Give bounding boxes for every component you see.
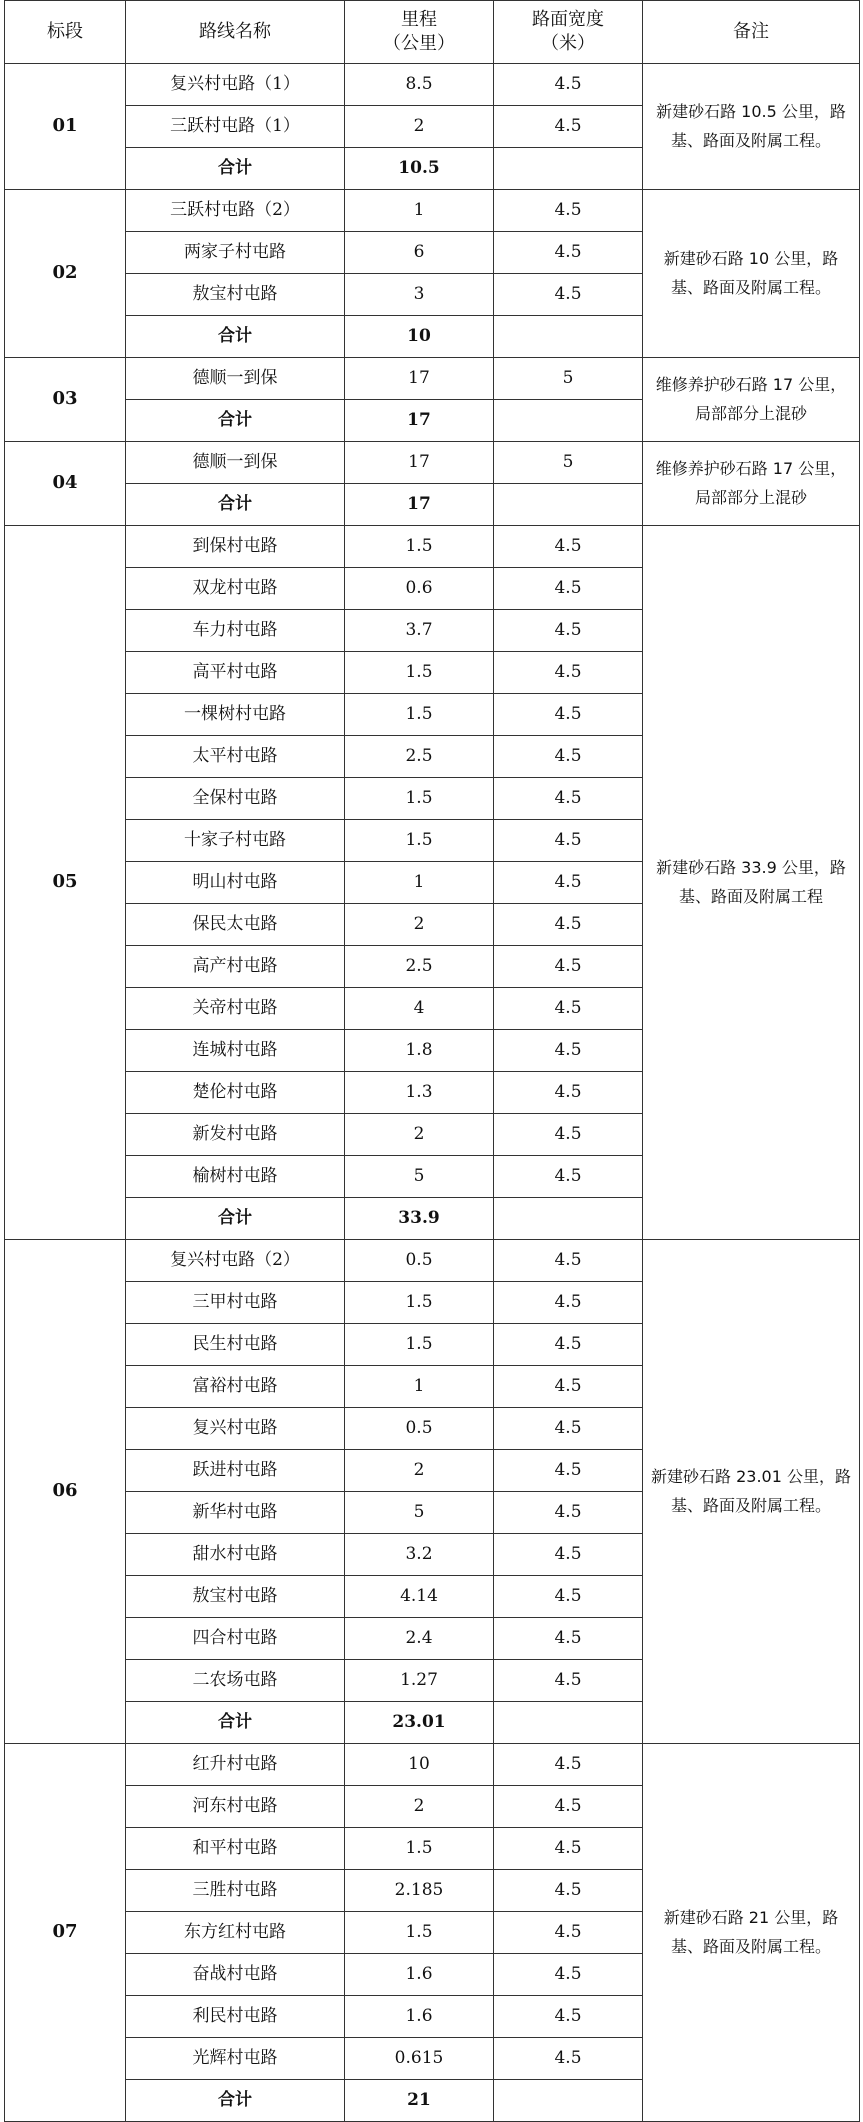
route-length: 2.5 [345, 736, 494, 778]
route-name: 敖宝村屯路 [126, 1576, 345, 1618]
route-name: 三跃村屯路（1） [126, 106, 345, 148]
road-width: 4.5 [494, 1786, 643, 1828]
route-length: 1.6 [345, 1954, 494, 1996]
road-width: 4.5 [494, 736, 643, 778]
route-length: 2.4 [345, 1618, 494, 1660]
road-width: 4.5 [494, 1324, 643, 1366]
total-length: 33.9 [345, 1198, 494, 1240]
road-width: 4.5 [494, 64, 643, 106]
road-width: 5 [494, 442, 643, 484]
route-name: 奋战村屯路 [126, 1954, 345, 1996]
road-width: 4.5 [494, 1156, 643, 1198]
route-name: 一棵树村屯路 [126, 694, 345, 736]
segment-id: 07 [5, 1744, 126, 2122]
segment-note: 新建砂石路 21 公里，路基、路面及附属工程。 [643, 1744, 860, 2122]
route-name: 四合村屯路 [126, 1618, 345, 1660]
route-name: 甜水村屯路 [126, 1534, 345, 1576]
total-label: 合计 [126, 2080, 345, 2122]
route-length: 1 [345, 1366, 494, 1408]
segment-id: 06 [5, 1240, 126, 1744]
total-label: 合计 [126, 316, 345, 358]
road-width: 4.5 [494, 1660, 643, 1702]
road-width: 4.5 [494, 1450, 643, 1492]
route-length: 1.3 [345, 1072, 494, 1114]
route-name: 新华村屯路 [126, 1492, 345, 1534]
route-name: 红升村屯路 [126, 1744, 345, 1786]
route-length: 1 [345, 190, 494, 232]
route-name: 车力村屯路 [126, 610, 345, 652]
total-label: 合计 [126, 1702, 345, 1744]
route-name: 太平村屯路 [126, 736, 345, 778]
total-length: 17 [345, 400, 494, 442]
route-length: 1 [345, 862, 494, 904]
road-width: 4.5 [494, 526, 643, 568]
total-label: 合计 [126, 400, 345, 442]
table-row [5, 1744, 860, 1786]
route-length: 0.615 [345, 2038, 494, 2080]
road-width: 4.5 [494, 1492, 643, 1534]
route-length: 1.27 [345, 1660, 494, 1702]
road-width: 4.5 [494, 1828, 643, 1870]
route-length: 2 [345, 106, 494, 148]
route-name: 民生村屯路 [126, 1324, 345, 1366]
route-name: 德顺一到保 [126, 442, 345, 484]
route-length: 1.5 [345, 1282, 494, 1324]
road-width: 4.5 [494, 274, 643, 316]
segment-id: 05 [5, 526, 126, 1240]
table-row [5, 358, 860, 400]
road-width: 4.5 [494, 1618, 643, 1660]
route-name: 复兴村屯路 [126, 1408, 345, 1450]
total-label: 合计 [126, 484, 345, 526]
road-project-table [4, 0, 860, 2122]
segment-id: 03 [5, 358, 126, 442]
route-name: 新发村屯路 [126, 1114, 345, 1156]
route-name: 利民村屯路 [126, 1996, 345, 2038]
segment-note: 维修养护砂石路 17 公里，局部部分上混砂 [643, 358, 860, 442]
road-width: 4.5 [494, 1282, 643, 1324]
route-name: 复兴村屯路（1） [126, 64, 345, 106]
road-width: 4.5 [494, 988, 643, 1030]
route-length: 1.5 [345, 694, 494, 736]
route-name: 连城村屯路 [126, 1030, 345, 1072]
road-width: 4.5 [494, 1996, 643, 2038]
total-length: 10.5 [345, 148, 494, 190]
route-name: 三胜村屯路 [126, 1870, 345, 1912]
route-name: 三甲村屯路 [126, 1282, 345, 1324]
route-name: 和平村屯路 [126, 1828, 345, 1870]
route-name: 双龙村屯路 [126, 568, 345, 610]
total-length: 17 [345, 484, 494, 526]
total-width-empty [494, 1198, 643, 1240]
total-width-empty [494, 316, 643, 358]
road-width: 4.5 [494, 1030, 643, 1072]
total-width-empty [494, 400, 643, 442]
route-length: 5 [345, 1492, 494, 1534]
route-length: 1.5 [345, 778, 494, 820]
header-length: 里程 （公里） [345, 1, 494, 64]
road-width: 4.5 [494, 1534, 643, 1576]
route-name: 明山村屯路 [126, 862, 345, 904]
route-length: 4.14 [345, 1576, 494, 1618]
route-length: 10 [345, 1744, 494, 1786]
road-width: 4.5 [494, 694, 643, 736]
route-length: 1.5 [345, 652, 494, 694]
route-name: 敖宝村屯路 [126, 274, 345, 316]
route-name: 复兴村屯路（2） [126, 1240, 345, 1282]
road-width: 4.5 [494, 946, 643, 988]
road-width: 4.5 [494, 1240, 643, 1282]
route-length: 5 [345, 1156, 494, 1198]
table-row [5, 442, 860, 484]
segment-id: 04 [5, 442, 126, 526]
header-road-width: 路面宽度 （米） [494, 1, 643, 64]
segment-note: 新建砂石路 23.01 公里，路基、路面及附属工程。 [643, 1240, 860, 1744]
route-length: 1.8 [345, 1030, 494, 1072]
road-width: 4.5 [494, 106, 643, 148]
route-length: 6 [345, 232, 494, 274]
route-name: 富裕村屯路 [126, 1366, 345, 1408]
route-length: 1.5 [345, 526, 494, 568]
route-name: 两家子村屯路 [126, 232, 345, 274]
route-length: 1.5 [345, 1324, 494, 1366]
route-name: 楚伦村屯路 [126, 1072, 345, 1114]
route-name: 十家子村屯路 [126, 820, 345, 862]
table-header-row [5, 1, 860, 64]
route-name: 保民太屯路 [126, 904, 345, 946]
route-length: 4 [345, 988, 494, 1030]
route-length: 2.5 [345, 946, 494, 988]
table-row [5, 64, 860, 106]
total-length: 10 [345, 316, 494, 358]
route-length: 0.5 [345, 1240, 494, 1282]
road-width: 4.5 [494, 1072, 643, 1114]
route-name: 到保村屯路 [126, 526, 345, 568]
segment-note: 维修养护砂石路 17 公里，局部部分上混砂 [643, 442, 860, 526]
route-length: 17 [345, 358, 494, 400]
total-length: 21 [345, 2080, 494, 2122]
road-width: 4.5 [494, 610, 643, 652]
route-name: 德顺一到保 [126, 358, 345, 400]
route-length: 2.185 [345, 1870, 494, 1912]
road-width: 4.5 [494, 820, 643, 862]
route-length: 3.2 [345, 1534, 494, 1576]
road-width: 4.5 [494, 778, 643, 820]
road-width: 4.5 [494, 1912, 643, 1954]
route-length: 3 [345, 274, 494, 316]
route-length: 0.6 [345, 568, 494, 610]
route-name: 光辉村屯路 [126, 2038, 345, 2080]
route-name: 高平村屯路 [126, 652, 345, 694]
total-length: 23.01 [345, 1702, 494, 1744]
route-length: 0.5 [345, 1408, 494, 1450]
road-width: 4.5 [494, 1114, 643, 1156]
route-name: 三跃村屯路（2） [126, 190, 345, 232]
total-width-empty [494, 1702, 643, 1744]
route-name: 高产村屯路 [126, 946, 345, 988]
route-name: 全保村屯路 [126, 778, 345, 820]
total-width-empty [494, 2080, 643, 2122]
total-width-empty [494, 484, 643, 526]
header-note: 备注 [643, 1, 860, 64]
total-label: 合计 [126, 148, 345, 190]
route-name: 二农场屯路 [126, 1660, 345, 1702]
road-width: 4.5 [494, 904, 643, 946]
segment-id: 02 [5, 190, 126, 358]
route-name: 关帝村屯路 [126, 988, 345, 1030]
route-length: 1.5 [345, 820, 494, 862]
segment-note: 新建砂石路 33.9 公里，路基、路面及附属工程 [643, 526, 860, 1240]
route-length: 2 [345, 1114, 494, 1156]
road-width: 5 [494, 358, 643, 400]
route-length: 1.6 [345, 1996, 494, 2038]
route-name: 跃进村屯路 [126, 1450, 345, 1492]
route-length: 3.7 [345, 610, 494, 652]
road-width: 4.5 [494, 232, 643, 274]
route-length: 1.5 [345, 1912, 494, 1954]
table-row [5, 526, 860, 568]
route-length: 2 [345, 1450, 494, 1492]
road-width: 4.5 [494, 1366, 643, 1408]
route-name: 河东村屯路 [126, 1786, 345, 1828]
route-length: 1.5 [345, 1828, 494, 1870]
segment-note: 新建砂石路 10 公里，路基、路面及附属工程。 [643, 190, 860, 358]
total-label: 合计 [126, 1198, 345, 1240]
route-length: 2 [345, 904, 494, 946]
road-width: 4.5 [494, 1576, 643, 1618]
road-width: 4.5 [494, 1408, 643, 1450]
table-row [5, 190, 860, 232]
road-width: 4.5 [494, 1870, 643, 1912]
road-width: 4.5 [494, 190, 643, 232]
road-width: 4.5 [494, 862, 643, 904]
segment-id: 01 [5, 64, 126, 190]
table-row [5, 1240, 860, 1282]
road-width: 4.5 [494, 652, 643, 694]
road-width: 4.5 [494, 1744, 643, 1786]
road-width: 4.5 [494, 568, 643, 610]
route-length: 8.5 [345, 64, 494, 106]
route-name: 东方红村屯路 [126, 1912, 345, 1954]
route-length: 2 [345, 1786, 494, 1828]
segment-note: 新建砂石路 10.5 公里，路基、路面及附属工程。 [643, 64, 860, 190]
road-width: 4.5 [494, 2038, 643, 2080]
route-length: 17 [345, 442, 494, 484]
header-segment: 标段 [5, 1, 126, 64]
total-width-empty [494, 148, 643, 190]
road-width: 4.5 [494, 1954, 643, 1996]
header-route-name: 路线名称 [126, 1, 345, 64]
table-body [5, 64, 860, 2122]
route-name: 榆树村屯路 [126, 1156, 345, 1198]
document-page [4, 0, 859, 2122]
